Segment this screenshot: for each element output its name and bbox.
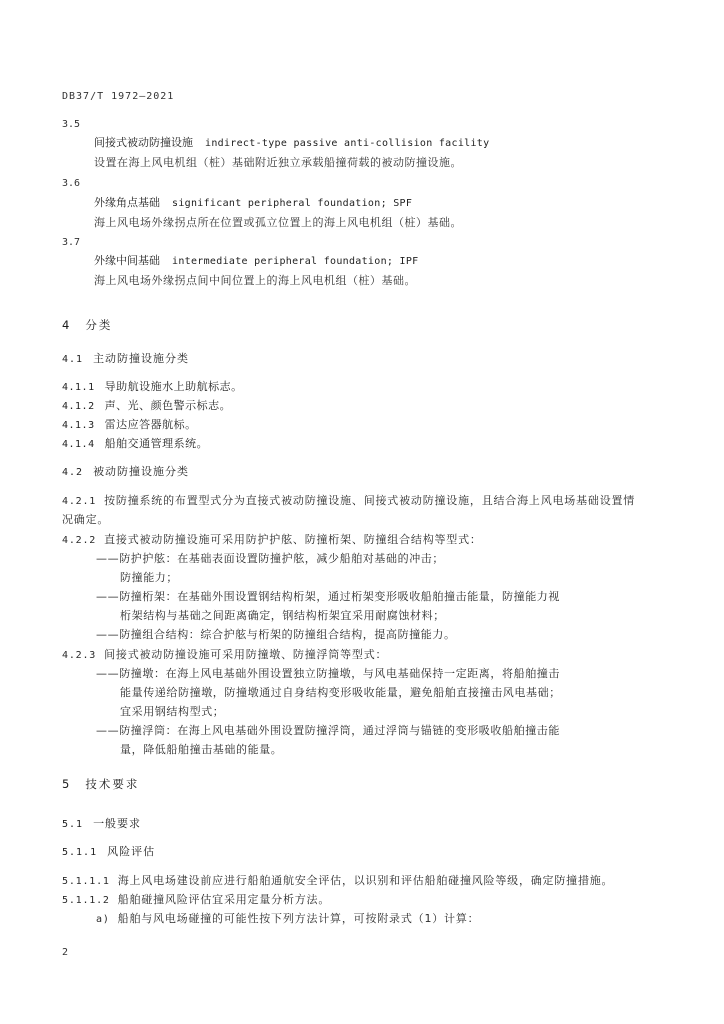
term-definition: 设置在海上风电机组（桩）基础附近独立承载船撞荷载的被动防撞设施。: [94, 156, 462, 169]
term-zh: 外缘中间基础: [94, 254, 160, 267]
dash-item-continuation: 防撞能力；: [120, 571, 178, 584]
dash-item: ——防护护舷：在基础表面设置防撞护舷，减少船舶对基础的冲击；: [96, 552, 444, 565]
section-heading: 4 分类: [62, 318, 113, 332]
paragraph: 5.1.1.2 船舶碰撞风险评估宜采用定量分析方法。: [62, 893, 331, 906]
term-title: [94, 196, 412, 211]
paragraph: 4.2.1 按防撞系统的布置型式分为直接式被动防撞设施、间接式被动防撞设施，且结合海上风电场基础设置情: [62, 494, 636, 507]
subsection-heading: 4.1 主动防撞设施分类: [62, 352, 190, 365]
term-title: [94, 136, 489, 151]
term-number: 3.7: [62, 237, 81, 248]
term-definition: 海上风电场外缘拐点间中间位置上的海上风电机组（桩）基础。: [94, 274, 416, 287]
term-number: 3.6: [62, 178, 81, 189]
list-item: a) 船舶与风电场碰撞的可能性按下列方法计算，可按附录式（1）计算：: [96, 912, 480, 925]
term-en: indirect-type passive anti-collision facility: [205, 138, 490, 149]
subsection-heading: 4.2 被动防撞设施分类: [62, 465, 190, 478]
page-number: 2: [62, 947, 69, 958]
section-heading: 5 技术要求: [62, 777, 140, 791]
paragraph: 4.2.3 间接式被动防撞设施可采用防撞墩、防撞浮筒等型式：: [62, 648, 388, 661]
term-zh: 间接式被动防撞设施: [94, 136, 193, 149]
list-item: 4.1.3 雷达应答器航标。: [62, 418, 197, 431]
list-item: 4.1.1 导助航设施水上助航标志。: [62, 380, 243, 393]
term-en: intermediate peripheral foundation; IPF: [172, 256, 419, 267]
standard-code: DB37/T 1972—2021: [62, 91, 175, 102]
dash-item-continuation: 能量传递给防撞墩，防撞墩通过自身结构变形吸收能量，避免船舶直接撞击风电基础；: [120, 686, 561, 699]
dash-item-continuation: 宜采用钢结构型式；: [120, 705, 225, 718]
list-item: 4.1.4 船舶交通管理系统。: [62, 437, 209, 450]
paragraph: 4.2.2 直接式被动防撞设施可采用防护护舷、防撞桁架、防撞组合结构等型式：: [62, 533, 482, 546]
paragraph: 5.1.1.1 海上风电场建设前应进行船舶通航安全评估，以识别和评估船舶碰撞风险等级，确定防撞措施。: [62, 874, 614, 887]
dash-item: ——防撞桁架：在基础外围设置钢结构桁架，通过桁架变形吸收船舶撞击能量，防撞能力视: [96, 590, 560, 603]
list-item: 4.1.2 声、光、颜色警示标志。: [62, 399, 232, 412]
term-title: [94, 254, 419, 269]
dash-item-continuation: 量，降低船舶撞击基础的能量。: [120, 743, 283, 756]
term-en: significant peripheral foundation; SPF: [172, 198, 413, 209]
subsection-heading: 5.1 一般要求: [62, 817, 142, 830]
dash-item: ——防撞组合结构：综合护舷与桁架的防撞组合结构，提高防撞能力。: [96, 628, 456, 641]
term-number: 3.5: [62, 119, 81, 130]
term-definition: 海上风电场外缘拐点所在位置或孤立位置上的海上风电机组（桩）基础。: [94, 216, 462, 229]
term-zh: 外缘角点基础: [94, 196, 160, 209]
dash-item: ——防撞浮筒：在海上风电基础外围设置防撞浮筒，通过浮筒与锚链的变形吸收船舶撞击能: [96, 724, 560, 737]
subsection-heading: 5.1.1 风险评估: [62, 845, 156, 858]
dash-item: ——防撞墩：在海上风电基础外围设置独立防撞墩，与风电基础保持一定距离，将船舶撞击: [96, 667, 560, 680]
paragraph-continuation: 况确定。: [62, 513, 110, 526]
dash-item-continuation: 桁架结构与基础之间距离确定，钢结构桁架宜采用耐腐蚀材料；: [120, 609, 445, 622]
